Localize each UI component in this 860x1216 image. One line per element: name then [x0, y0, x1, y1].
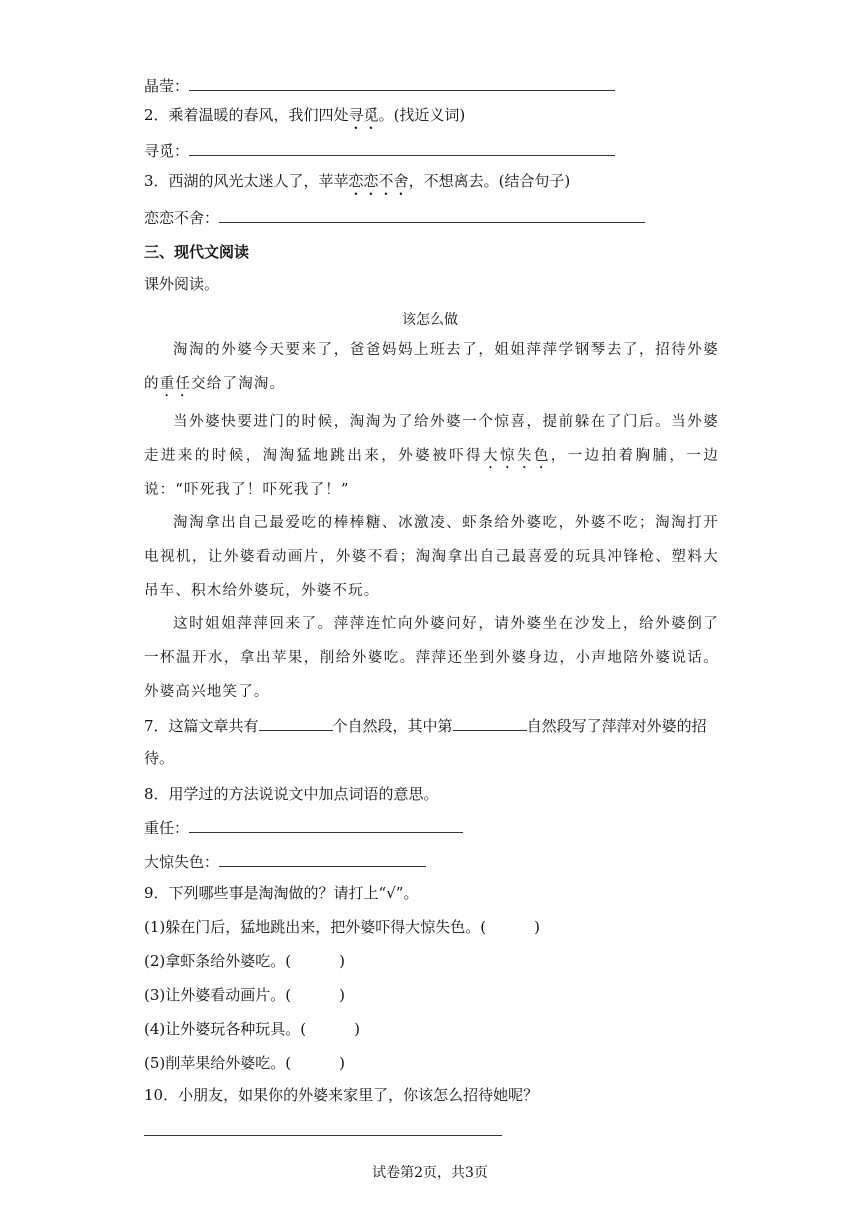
q8-zhongren-line: [144, 818, 463, 838]
q9-item-3: [144, 985, 345, 1005]
zhongren-label: 重任：: [144, 819, 190, 837]
q9-item-4: [144, 1019, 360, 1039]
q3-answer-line: [144, 208, 645, 228]
q2-text-end: 。(找近义词): [378, 106, 466, 124]
q10-question: 10．小朋友，如果你的外婆来家里了，你该怎么招待她呢？: [144, 1086, 539, 1104]
close-paren: ): [339, 952, 345, 970]
q7-line-2: 待。: [144, 749, 175, 767]
q9-item-text: (1)躲在门后，猛地跳出来，把外婆吓得大惊失色。(: [144, 918, 487, 936]
passage-title: 该怎么做: [402, 312, 458, 328]
p1-text: 淘淘的外婆今天要来了，爸爸妈妈上班去了，姐姐萍萍学钢琴去了，招待外婆的: [144, 342, 719, 392]
q7-blank-paragraph[interactable]: [453, 716, 527, 731]
q9-question: 9．下列哪些事是淘淘做的？请打上“√”。: [144, 884, 419, 902]
lianlian-label: 恋恋不舍：: [144, 209, 220, 227]
passage-paragraph-4: 这时姐姐萍萍回来了。萍萍连忙向外婆问好，请外婆坐在沙发上，给外婆倒了一杯温开水，拿出苹果，削给外婆吃。萍萍还坐到外婆身边，小声地陪外婆说话。外婆高兴地笑了。: [144, 616, 719, 700]
q7-text-b: 个自然段，其中第: [332, 717, 453, 735]
q1-answer-line: [144, 76, 615, 96]
zhongren-answer-blank[interactable]: [189, 818, 463, 833]
dajing-label: 大惊失色：: [144, 853, 220, 871]
p2-dotted-word: 大惊失色: [482, 448, 551, 464]
q2-text: 2．乘着温暖的春风，我们四处: [144, 106, 349, 124]
q2-question: [144, 105, 465, 133]
p2-text: 当外婆快要进门的时候，淘淘为了给外婆一个惊喜，提前躲在了门后。当外婆走进来的时候，淘淘猛地跳出来，外婆被吓得: [144, 414, 719, 464]
q8-question: 8．用学过的方法说说文中加点词语的意思。: [144, 785, 439, 803]
q2-answer-line: [144, 141, 615, 161]
passage-paragraph-1: [144, 333, 719, 401]
q10-answer-line[interactable]: [144, 1135, 502, 1136]
lianlian-answer-blank[interactable]: [219, 208, 645, 223]
passage-paragraph-2: [144, 405, 719, 507]
q9-item-text: (2)拿虾条给外婆吃。(: [144, 952, 292, 970]
q3-text-end: ，不想离去。(结合句子): [408, 172, 571, 190]
p2-text-end: ，一边拍着胸脯，一边说：“吓死我了！吓死我了！”: [144, 448, 719, 498]
jingying-label: 晶莹：: [144, 77, 190, 95]
q3-text: 3．西湖的风光太迷人了，苹苹: [144, 172, 349, 190]
p1-text-end: 交给了淘淘。: [191, 376, 286, 392]
q9-item-2: [144, 951, 345, 971]
q9-item-text: (4)让外婆玩各种玩具。(: [144, 1020, 307, 1038]
q3-question: [144, 171, 570, 199]
section-intro: 课外阅读。: [144, 275, 220, 293]
page-footer: 试卷第2页，共3页: [372, 1165, 488, 1181]
close-paren: ): [534, 918, 540, 936]
q7-blank-count[interactable]: [259, 716, 333, 731]
p1-dotted-word: 重任: [159, 376, 192, 392]
passage-paragraph-3: 淘淘拿出自己最爱吃的棒棒糖、冰激凌、虾条给外婆吃，外婆不吃；淘淘打开电视机，让外婆看动画片，外婆不看；淘淘拿出自己最喜爱的玩具冲锋枪、塑料大吊车、积木给外婆玩，外婆不玩。: [144, 515, 719, 599]
close-paren: ): [354, 1020, 360, 1038]
close-paren: ): [339, 1054, 345, 1072]
q7-text-c: 自然段写了萍萍对外婆的招: [526, 717, 707, 735]
q8-dajing-line: [144, 852, 426, 872]
dajing-answer-blank[interactable]: [219, 852, 426, 867]
q7-text-a: 7．这篇文章共有: [144, 717, 259, 735]
section-heading: 三、现代文阅读: [144, 243, 250, 261]
q3-dotted-word: 恋恋不舍: [348, 172, 409, 190]
q9-item-text: (3)让外婆看动画片。(: [144, 986, 292, 1004]
q9-item-text: (5)削苹果给外婆吃。(: [144, 1054, 292, 1072]
close-paren: ): [339, 986, 345, 1004]
q9-item-5: [144, 1053, 345, 1073]
jingying-answer-blank[interactable]: [189, 76, 615, 91]
xunmi-answer-blank[interactable]: [189, 141, 615, 156]
q2-dotted-word: 寻觅: [348, 106, 379, 124]
xunmi-label: 寻觅：: [144, 142, 190, 160]
q9-item-1: [144, 917, 540, 937]
q7-line-1: [144, 716, 707, 736]
